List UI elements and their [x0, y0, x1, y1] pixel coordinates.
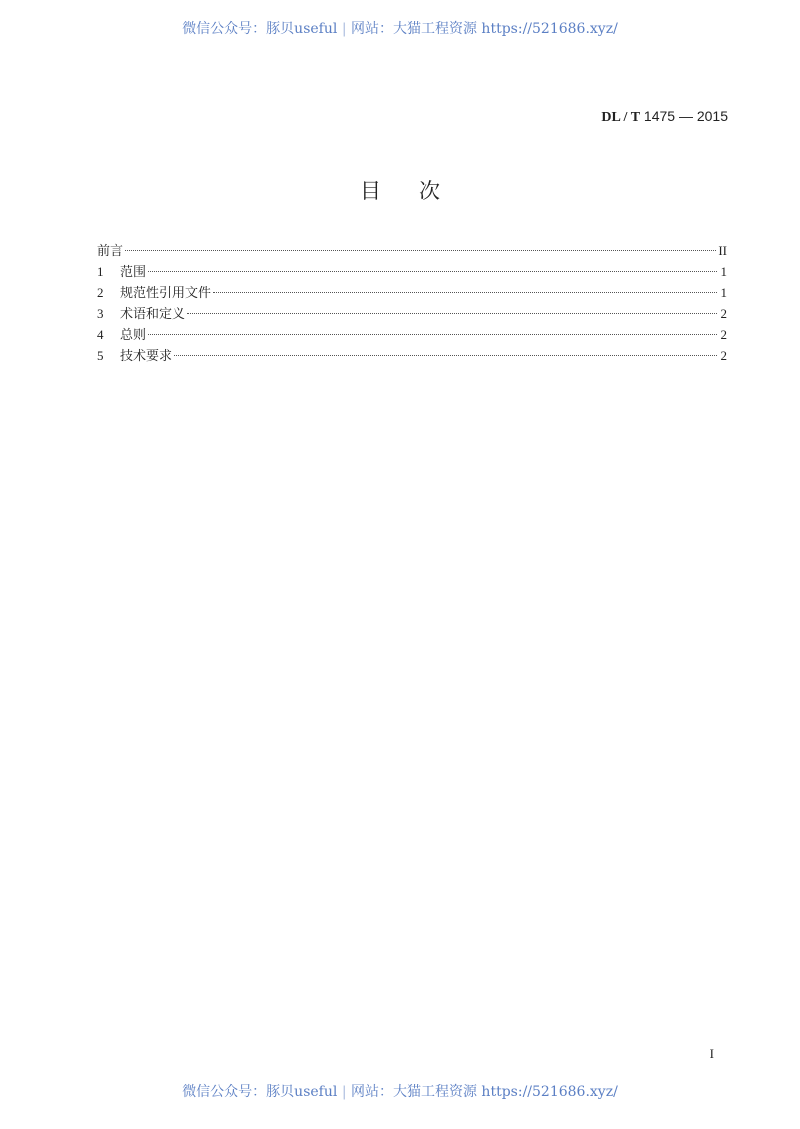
toc-leader [148, 334, 717, 335]
toc-leader [174, 355, 717, 356]
watermark-right: 网站：大猫工程资源 https://521686.xyz/ [350, 21, 618, 37]
toc-page: 1 [720, 285, 727, 300]
toc-page: 2 [720, 348, 727, 363]
watermark-top [0, 18, 800, 38]
table-of-contents [97, 240, 727, 366]
toc-number: 4 [97, 327, 104, 342]
toc-number: 3 [97, 306, 104, 321]
toc-label: 前言 [97, 244, 124, 259]
toc-leader [187, 313, 717, 314]
toc-page: 1 [720, 264, 727, 279]
toc-label: 规范性引用文件 [120, 286, 212, 301]
toc-page: 2 [720, 306, 727, 321]
toc-number: 1 [97, 264, 104, 279]
toc-label: 术语和定义 [120, 307, 186, 322]
toc-label: 总则 [120, 328, 147, 343]
page-title: 目次 [360, 179, 478, 203]
doc-prefix: DL / T [601, 110, 641, 125]
page-number: I [709, 1046, 714, 1061]
toc-number: 5 [97, 348, 104, 363]
document-number [601, 108, 728, 126]
toc-entry[interactable] [97, 324, 727, 345]
watermark-right: 网站：大猫工程资源 https://521686.xyz/ [350, 1084, 618, 1100]
toc-number: 2 [97, 285, 104, 300]
toc-leader [148, 271, 717, 272]
toc-label: 技术要求 [120, 349, 173, 364]
toc-page: II [718, 243, 727, 258]
watermark-left: 微信公众号：豚贝useful [182, 1084, 338, 1100]
toc-entry[interactable] [97, 303, 727, 324]
watermark-left: 微信公众号：豚贝useful [182, 21, 338, 37]
watermark-bottom [0, 1081, 800, 1101]
toc-label: 范围 [120, 265, 147, 280]
toc-page: 2 [720, 327, 727, 342]
doc-number: 1475 — 2015 [643, 108, 728, 124]
watermark-separator: | [341, 1084, 347, 1100]
toc-entry[interactable] [97, 240, 727, 261]
toc-entry[interactable] [97, 261, 727, 282]
toc-leader [125, 250, 716, 251]
toc-entry[interactable] [97, 345, 727, 366]
toc-leader [213, 292, 717, 293]
toc-entry[interactable] [97, 282, 727, 303]
watermark-separator: | [341, 21, 347, 37]
